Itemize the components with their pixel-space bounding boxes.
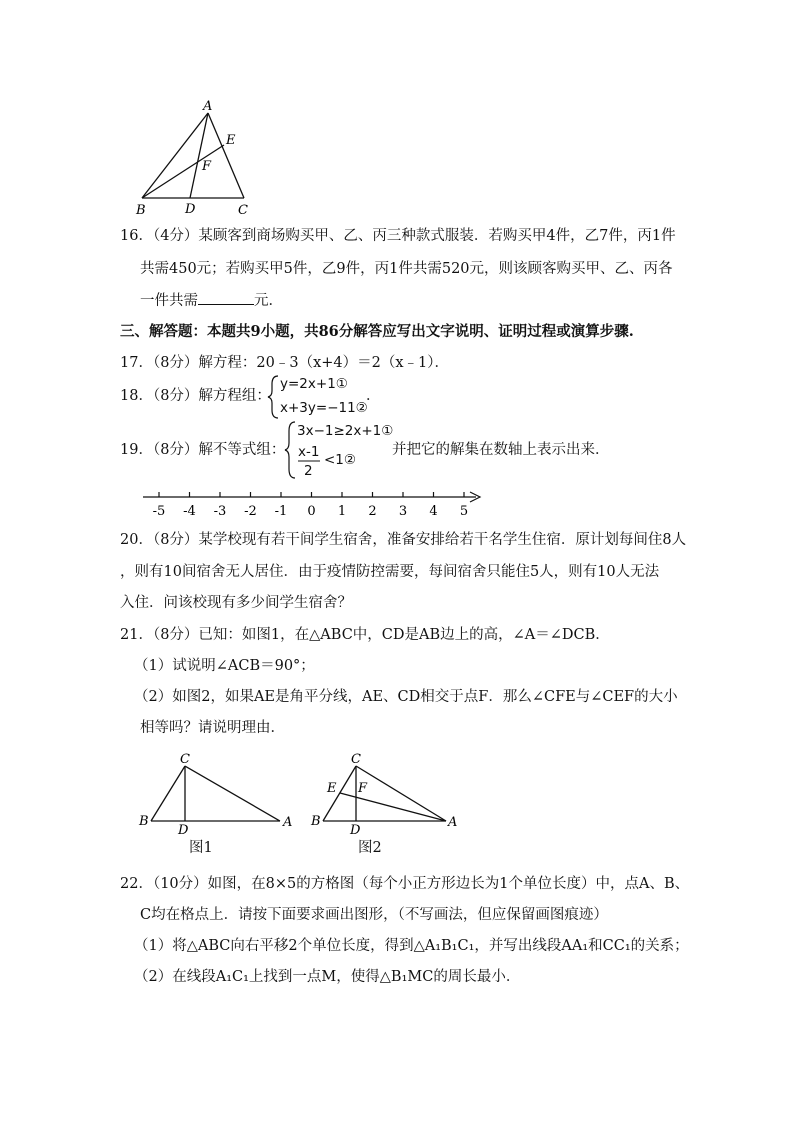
number-line-label: -1 [274,504,288,519]
fig2-label-F: F [358,781,368,796]
fig2-label-C: C [351,752,361,767]
q18-eq1: y=2x+1① [280,376,348,392]
q18-suffix: ． [366,388,381,404]
fig15-label-E: E [226,133,236,148]
fig1-label-D: D [178,823,189,838]
fig2-label-A: A [448,815,458,830]
q19-suffix: 并把它的解集在数轴上表示出来． [392,442,610,458]
fig15-label-C: C [238,203,248,218]
fig15-label-B: B [136,203,146,218]
section-heading: 三、解答题：本题共9小题，共86分解答应写出文字说明、证明过程或演算步骤. [120,323,634,340]
q22-line2: C均在格点上．请按下面要求画出图形，（不写画法，但应保留画图痕迹） [140,907,608,923]
number-line-label: 0 [307,504,316,519]
q18-eq2: x+3y=−11② [280,400,368,416]
q16-line3-pre: 一件共需 [140,293,198,309]
q19-frac-den: 2 [304,463,313,479]
fig2-label-D: D [350,823,361,838]
number-line-label: -5 [152,504,166,519]
q16-line2: 共需450元；若购买甲5件，乙9件，丙1件共需520元，则该顾客购买甲、乙、丙各 [140,261,673,277]
q22-line1: 22．（10分）如图，在8×5的方格图（每个小正方形边长为1个单位长度）中，点A、B、 [120,876,690,892]
q19-ineq1: 3x−1≥2x+1① [297,423,394,439]
q22-part1: （1）将△ABC向右平移2个单位长度，得到△A₁B₁C₁，并写出线段AA₁和CC₁的关系； [134,938,689,954]
fig2-caption: 图2 [358,840,382,856]
number-line-label: 2 [368,504,377,519]
q21-part1: （1）试说明∠ACB＝90°； [134,658,315,674]
q19-prefix: 19．（8分）解不等式组： [120,442,286,458]
fig1-label-C: C [180,752,190,767]
q20-line1: 20．（8分）某学校现有若干间学生宿舍，准备安排给若干名学生住宿．原计划每间住8人 [120,532,687,548]
q20-line2: ，则有10间宿舍无人居住．由于疫情防控需要，每间宿舍只能住5人，则有10人无法 [120,564,660,580]
q21-part2b: 相等吗？请说明理由． [140,720,285,736]
fig2-label-E: E [327,781,337,796]
fig1-caption: 图1 [189,840,213,856]
number-line-label: -4 [183,504,196,519]
q19-ineq2-rest: <1② [324,452,357,468]
number-line-label: 3 [398,504,408,519]
q17-text: 17．（8分）解方程：20﹣3（x+4）＝2（x﹣1）． [120,355,450,371]
fig15-label-F: F [202,159,212,174]
q16-line3 [140,290,283,311]
number-line-label: -2 [244,504,257,519]
answer-blank [198,290,254,305]
q19-frac-num: x-1 [298,444,320,460]
q16-line3-post: 元． [254,293,283,309]
q18-prefix: 18．（8分）解方程组： [120,388,271,404]
fig15-label-A: A [203,99,213,114]
fig2-label-B: B [311,814,321,829]
fig15-label-D: D [185,202,196,217]
q20-line3: 入住．问该校现有多少间学生宿舍？ [120,595,352,611]
q22-part2: （2）在线段A₁C₁上找到一点M，使得△B₁MC的周长最小． [134,969,521,985]
number-line-label: 4 [429,504,438,519]
number-line-label: 5 [459,504,469,519]
fig1-label-B: B [139,814,149,829]
fig1-label-A: A [283,815,293,830]
q16-line1: 16．（4分）某顾客到商场购买甲、乙、丙三种款式服装．若购买甲4件，乙7件，丙1件 [120,228,676,244]
q21-part2: （2）如图2，如果AE是角平分线，AE、CD相交于点F．那么∠CFE与∠CEF的大小 [134,689,678,705]
q21-line1: 21．（8分）已知：如图1，在△ABC中，CD是AB边上的高，∠A＝∠DCB． [120,627,610,643]
number-line-label: -3 [213,504,227,519]
number-line-label: 1 [337,504,347,519]
